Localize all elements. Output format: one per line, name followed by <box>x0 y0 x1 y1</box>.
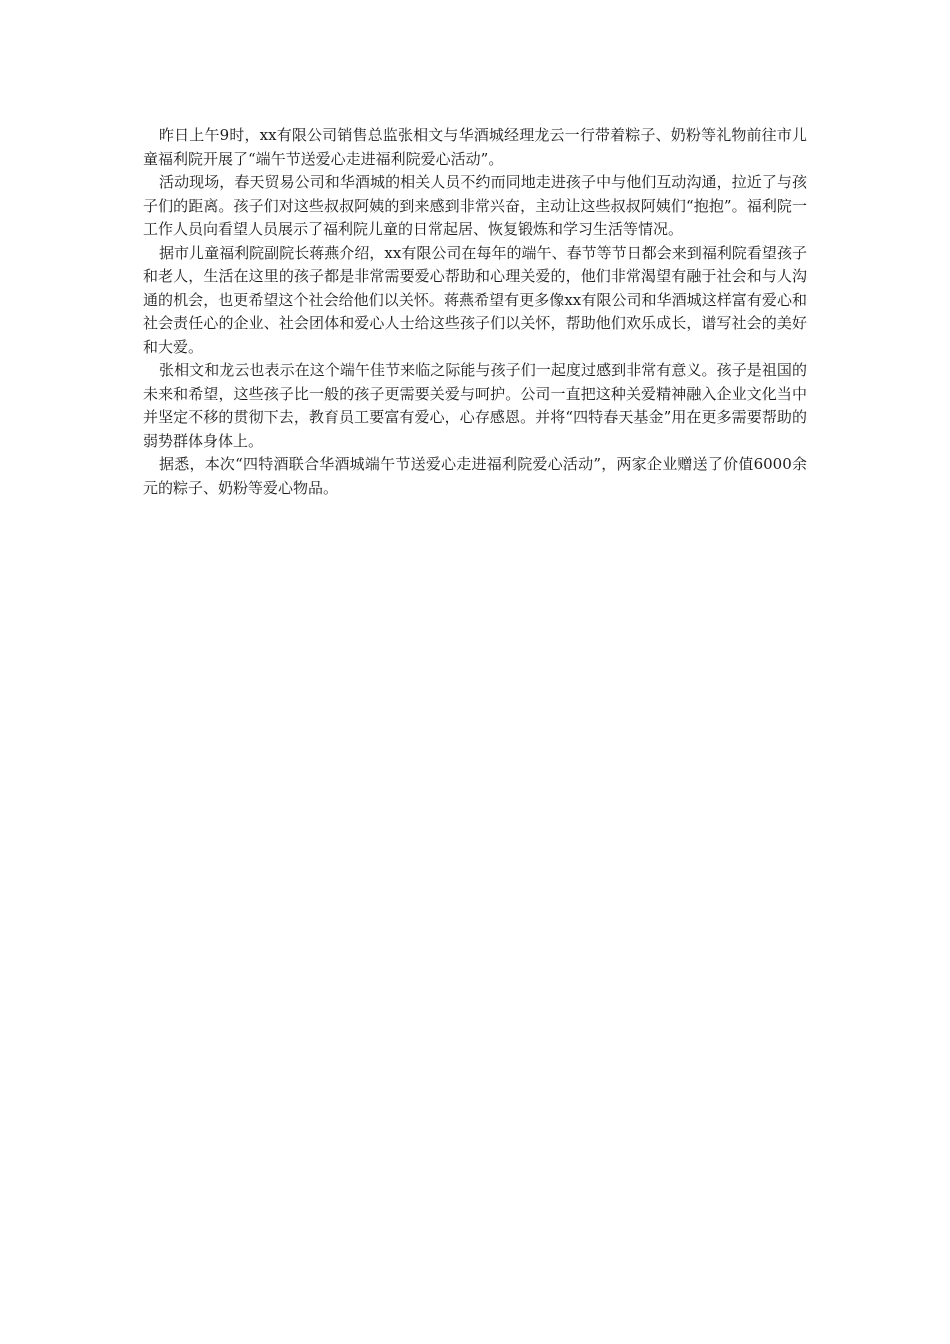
paragraph-1: 昨日上午9时，xx有限公司销售总监张相文与华酒城经理龙云一行带着粽子、奶粉等礼物前往市儿童福利院开展了“端午节送爱心走进福利院爱心活动”。 <box>143 126 807 168</box>
paragraph-2: 活动现场，春天贸易公司和华酒城的相关人员不约而同地走进孩子中与他们互动沟通，拉近了与孩子们的距离。孩子们对这些叔叔阿姨的到来感到非常兴奋，主动让这些叔叔阿姨们“抱抱”。福利院一工作人员向看望人员展示了福利院儿童的日常起居、恢复锻炼和学习生活等情况。 <box>143 173 807 238</box>
paragraph-3: 据市儿童福利院副院长蒋燕介绍，xx有限公司在每年的端午、春节等节日都会来到福利院看望孩子和老人，生活在这里的孩子都是非常需要爱心帮助和心理关爱的，他们非常渴望有融于社会和与人沟通的机会，也更希望这个社会给他们以关怀。蒋燕希望有更多像xx有限公司和华酒城这样富有爱心和社会责任心的企业、社会团体和爱心人士给这些孩子们以关怀，帮助他们欢乐成长，谱写社会的美好和大爱。 <box>143 243 807 356</box>
paragraph-4: 张相文和龙云也表示在这个端午佳节来临之际能与孩子们一起度过感到非常有意义。孩子是祖国的未来和希望，这些孩子比一般的孩子更需要关爱与呵护。公司一直把这种关爱精神融入企业文化当中并坚定不移的贯彻下去，教育员工要富有爱心，心存感恩。并将“四特春天基金”用在更多需要帮助的弱势群体身体上。 <box>143 361 807 450</box>
paragraph-5: 据悉，本次“四特酒联合华酒城端午节送爱心走进福利院爱心活动”，两家企业赠送了价值6000余元的粽子、奶粉等爱心物品。 <box>143 455 807 497</box>
article-body <box>143 124 807 500</box>
